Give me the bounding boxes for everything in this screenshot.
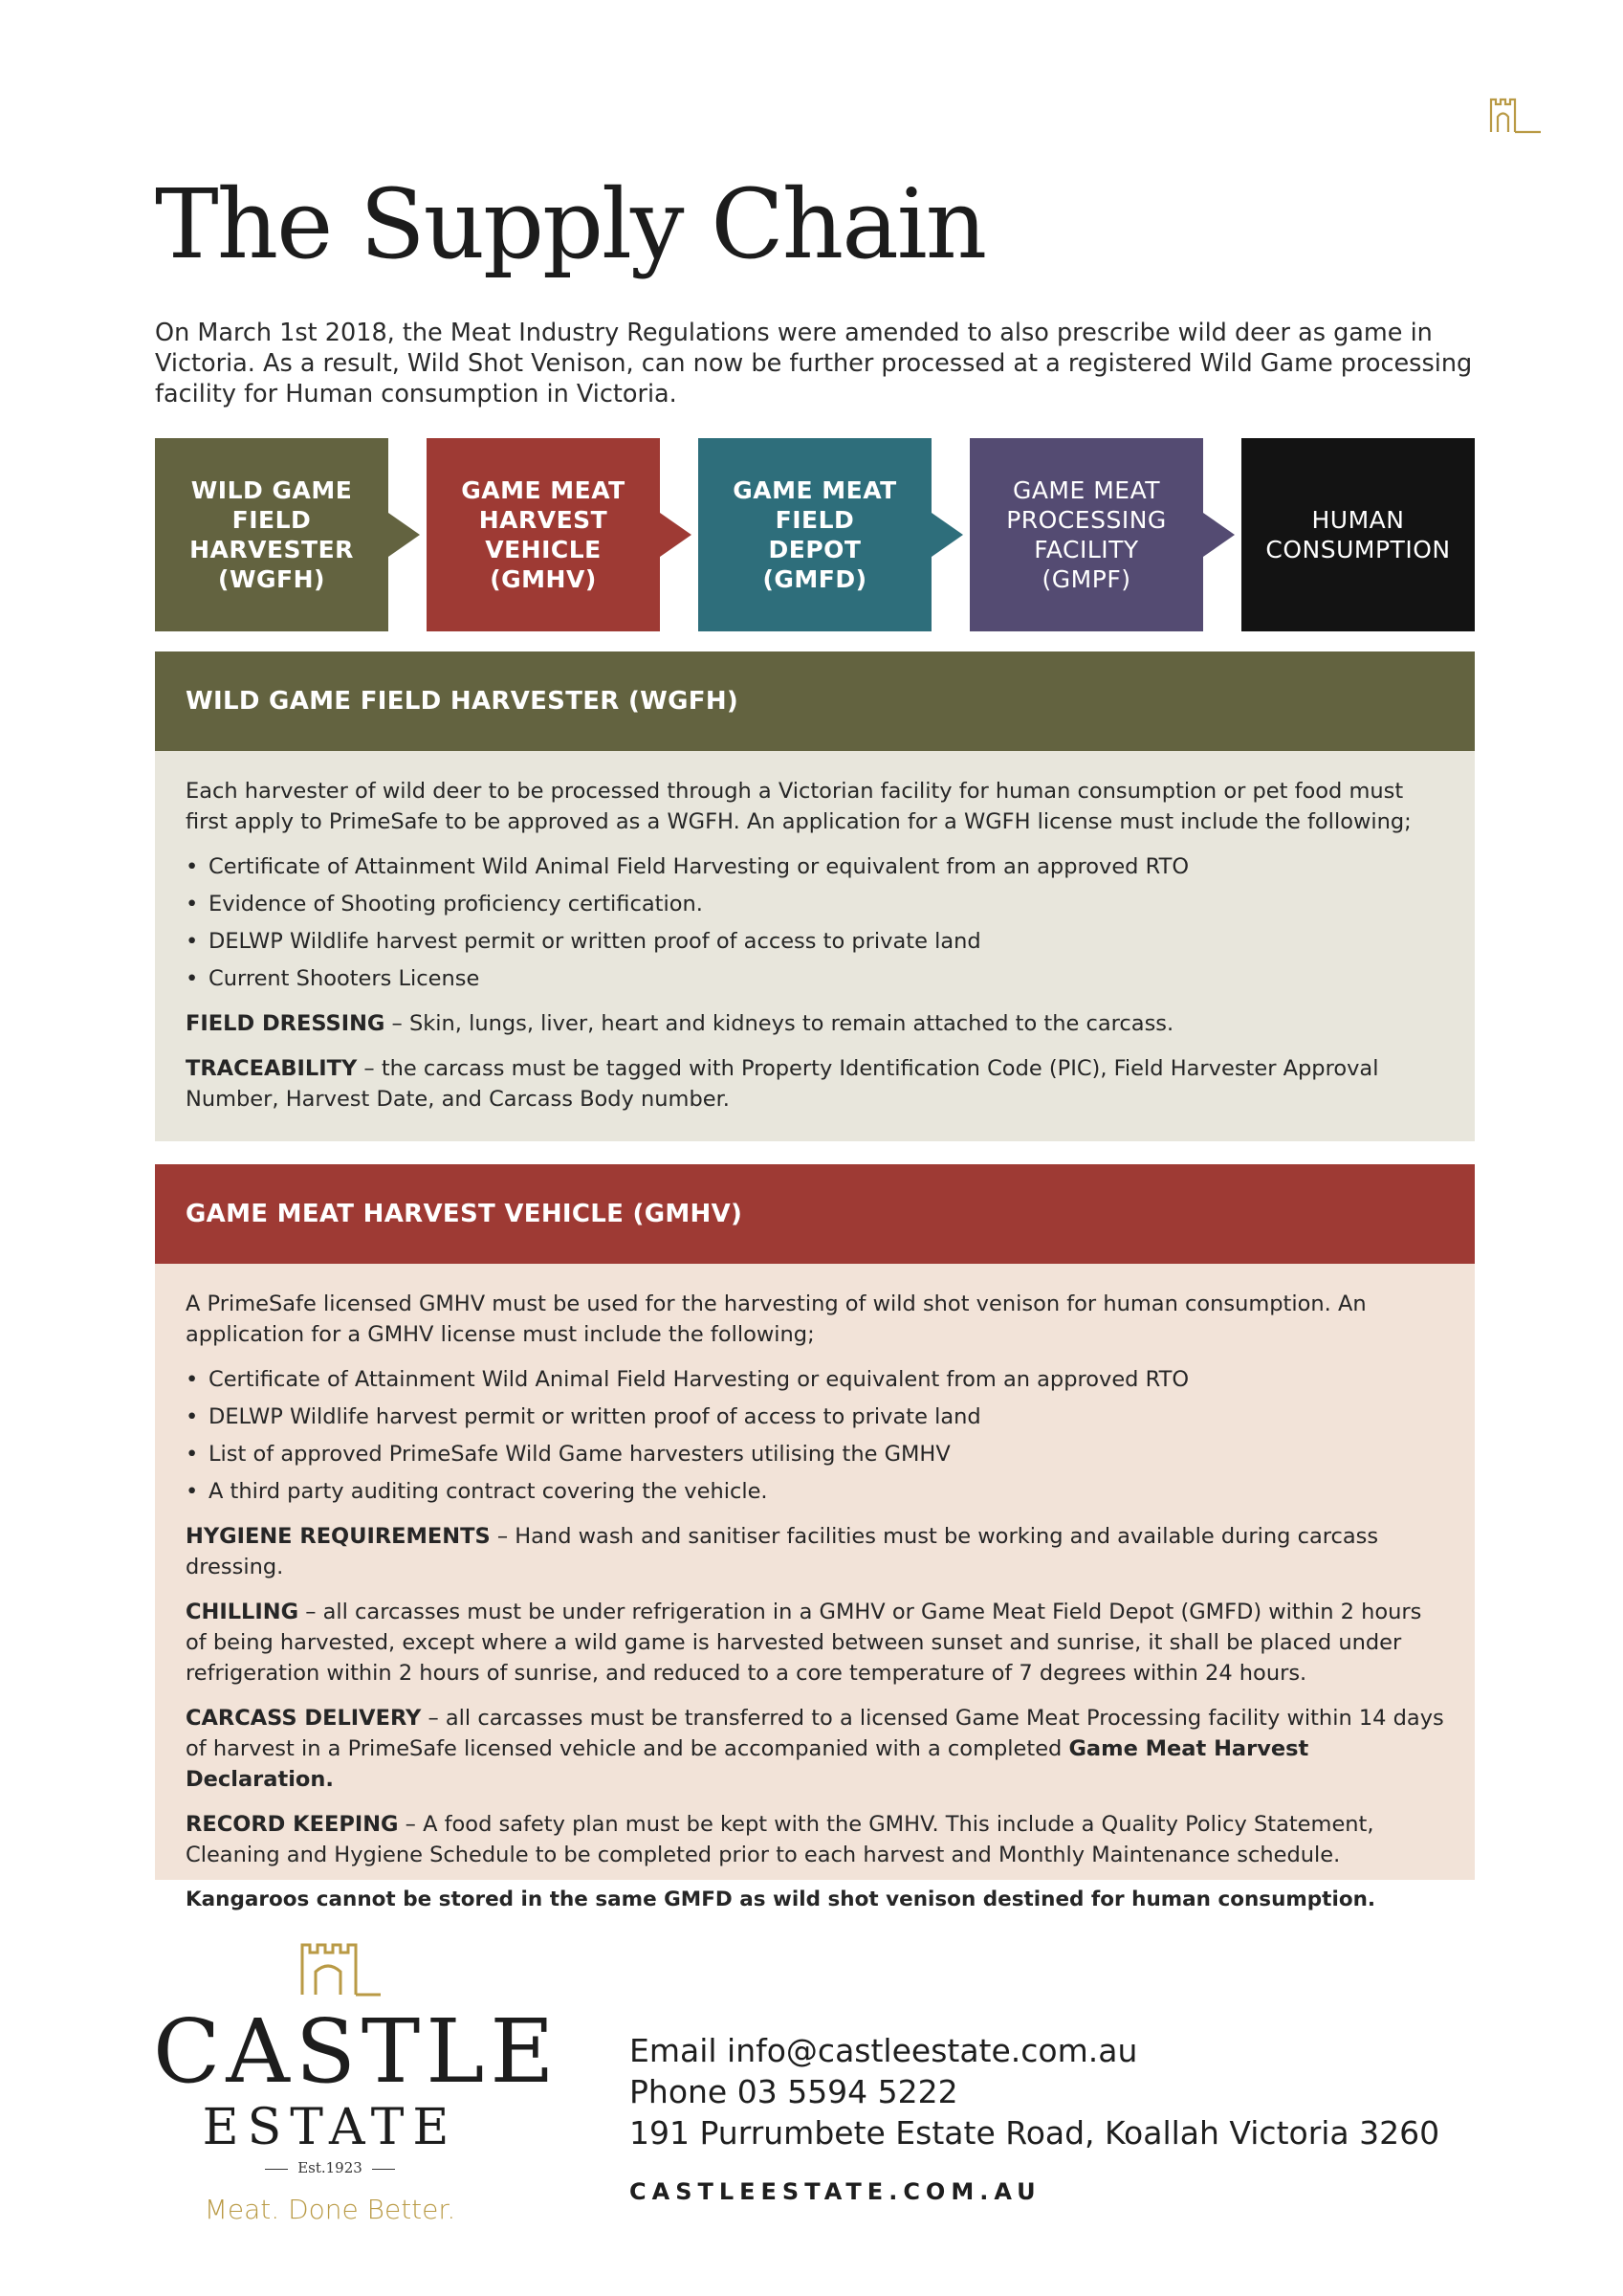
flow-step-label: HUMAN CONSUMPTION	[1265, 506, 1451, 563]
list-item: • DELWP Wildlife harvest permit or written proof of access to private land	[186, 929, 981, 954]
flow-arrow-icon	[660, 513, 691, 557]
requirements-list	[186, 851, 1444, 994]
flow-step-gmpf	[970, 438, 1203, 631]
flow-step-label: GAME MEAT HARVEST VEHICLE (GMHV)	[461, 476, 625, 593]
hygiene-paragraph: HYGIENE REQUIREMENTS – Hand wash and sanitiser facilities must be working and available during carcass dressing.	[186, 1524, 1379, 1579]
list-item: • A third party auditing contract covering the vehicle.	[186, 1479, 768, 1504]
flow-step-gmfd	[698, 438, 932, 631]
flow-step-gmhv	[427, 438, 660, 631]
contact-block	[629, 2030, 1439, 2205]
castle-estate-logo	[153, 1937, 560, 2225]
logo-established: Est.1923	[153, 2159, 507, 2176]
carcass-delivery-paragraph: CARCASS DELIVERY – all carcasses must be transferred to a licensed Game Meat Processing facility within 14 days of harvest in a PrimeSafe licensed vehicle and be accompanied with a completed Game Meat Harvest Declaration.	[186, 1706, 1444, 1792]
list-item: • List of approved PrimeSafe Wild Game harvesters utilising the GMHV	[186, 1442, 951, 1467]
flow-step-label: GAME MEAT PROCESSING FACILITY (GMPF)	[1006, 476, 1167, 593]
flow-step-label: GAME MEAT FIELD DEPOT (GMFD)	[733, 476, 897, 593]
contact-phone[interactable]: Phone 03 5594 5222	[629, 2073, 958, 2110]
logo-word-estate: ESTATE	[202, 2099, 458, 2156]
contact-email[interactable]: Email info@castleestate.com.au	[629, 2032, 1138, 2069]
logo-tagline: Meat. Done Better.	[204, 2194, 456, 2225]
requirements-list	[186, 1364, 1444, 1507]
flow-arrow-icon	[1203, 513, 1235, 557]
logo-word-castle: CASTLE	[153, 2000, 560, 2103]
list-item: • Certificate of Attainment Wild Animal Field Harvesting or equivalent from an approved RTO	[186, 1367, 1190, 1392]
flow-step-wgfh	[155, 438, 388, 631]
supply-chain-flow	[155, 438, 1475, 631]
kangaroo-note: Kangaroos cannot be stored in the same GMFD as wild shot venison destined for human consumption.	[186, 1888, 1376, 1911]
list-item: • DELWP Wildlife harvest permit or written proof of access to private land	[186, 1404, 981, 1429]
page-title: The Supply Chain	[155, 168, 986, 280]
section-intro: Each harvester of wild deer to be processed through a Victorian facility for human consumption or pet food must first apply to PrimeSafe to be approved as a WGFH. An application for a WGFH license must include the following;	[186, 779, 1412, 834]
field-dressing-paragraph: FIELD DRESSING – Skin, lungs, liver, heart and kidneys to remain attached to the carcass.	[186, 1011, 1174, 1036]
record-keeping-paragraph: RECORD KEEPING – A food safety plan must be kept with the GMHV. This include a Quality Policy Statement, Cleaning and Hygiene Schedule to be completed prior to each harvest and Monthly Maintenance schedule.	[186, 1812, 1374, 1867]
section-intro: A PrimeSafe licensed GMHV must be used for the harvesting of wild shot venison for human consumption. An application for a GMHV license must include the following;	[186, 1292, 1367, 1347]
section-body	[155, 751, 1475, 1141]
website-link[interactable]: CASTLEESTATE.COM.AU	[629, 2178, 1042, 2205]
list-item: • Evidence of Shooting proficiency certification.	[186, 892, 703, 916]
flow-arrow-icon	[932, 513, 963, 557]
list-item: • Certificate of Attainment Wild Animal Field Harvesting or equivalent from an approved RTO	[186, 854, 1190, 879]
castle-logo-icon	[1487, 94, 1543, 136]
contact-address: 191 Purrumbete Estate Road, Koallah Victoria 3260	[629, 2114, 1440, 2152]
section-heading: WILD GAME FIELD HARVESTER (WGFH)	[155, 651, 1475, 751]
section-heading: GAME MEAT HARVEST VEHICLE (GMHV)	[155, 1164, 1475, 1264]
intro-paragraph: On March 1st 2018, the Meat Industry Regulations were amended to also prescribe wild deer as game in Victoria. As a result, Wild Shot Venison, can now be further processed at a registered Wild Game processing facility for Human consumption in Victoria.	[155, 319, 1473, 408]
wgfh-section	[155, 651, 1475, 1141]
flow-step-label: WILD GAME FIELD HARVESTER (WGFH)	[189, 476, 354, 593]
gmhv-section	[155, 1164, 1475, 1911]
flow-arrow-icon	[388, 513, 420, 557]
castle-icon	[296, 1937, 383, 2000]
list-item: • Current Shooters License	[186, 966, 480, 991]
flow-step-human-consumption	[1241, 438, 1475, 631]
section-body	[155, 1264, 1475, 1911]
traceability-paragraph: TRACEABILITY – the carcass must be tagged with Property Identification Code (PIC), Field Harvester Approval Number, Harvest Date, and Carcass Body number.	[186, 1056, 1379, 1112]
chilling-paragraph: CHILLING – all carcasses must be under refrigeration in a GMHV or Game Meat Field Depot (GMFD) within 2 hours of being harvested, except where a wild game is harvested between sunset and sunrise, it shall be placed under refrigeration within 2 hours of sunrise, and reduced to a core temperature of 7 degrees within 24 hours.	[186, 1600, 1422, 1686]
